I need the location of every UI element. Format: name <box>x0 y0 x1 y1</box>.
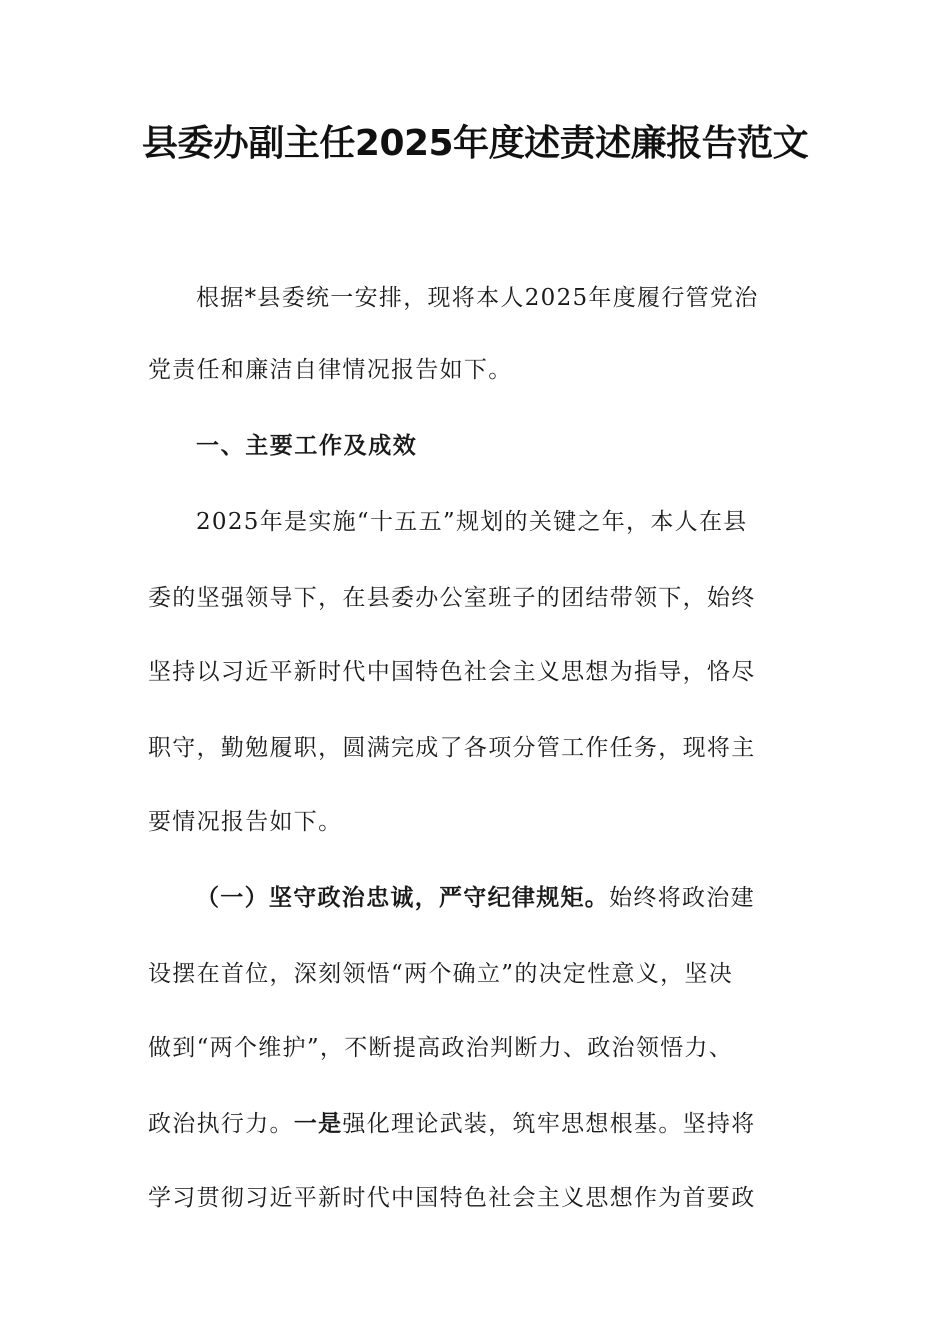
subsection-line-4 <box>148 1106 808 1142</box>
paragraph-line: 坚持以习近平新时代中国特色社会主义思想为指导，恪尽 <box>148 659 756 685</box>
paragraph-line: 学习贯彻习近平新时代中国特色社会主义思想作为首要政 <box>148 1185 756 1211</box>
paragraph-line: 设摆在首位，深刻领悟“两个确立”的决定性意义，坚决 <box>148 961 734 987</box>
paragraph-line: 委的坚强领导下，在县委办公室班子的团结带领下，始终 <box>148 585 756 611</box>
point-label: 一是 <box>293 1110 343 1137</box>
paragraph-text: 强化理论武装，筑牢思想根基。坚持将 <box>342 1111 756 1137</box>
intro-line-2: 党责任和廉洁自律情况报告如下。 <box>148 357 513 383</box>
paragraph-line: 做到“两个维护”，不断提高政治判断力、政治领悟力、 <box>148 1035 734 1061</box>
intro-line-1: 根据*县委统一安排，现将本人2025年度履行管党治 <box>196 285 759 311</box>
paragraph-line: 2025年是实施“十五五”规划的关键之年，本人在县 <box>196 509 748 535</box>
section-heading: 一、主要工作及成效 <box>196 432 418 459</box>
subsection-text: 始终将政治建 <box>609 885 755 911</box>
paragraph-line: 要情况报告如下。 <box>148 809 343 835</box>
subsection-line-1 <box>196 880 808 916</box>
subsection-heading: （一）坚守政治忠诚，严守纪律规矩。 <box>196 884 610 911</box>
paragraph-line: 职守，勤勉履职，圆满完成了各项分管工作任务，现将主 <box>148 735 756 761</box>
paragraph-text: 政治执行力。 <box>148 1111 294 1137</box>
document-title: 县委办副主任2025年度述责述廉报告范文 <box>141 123 809 164</box>
